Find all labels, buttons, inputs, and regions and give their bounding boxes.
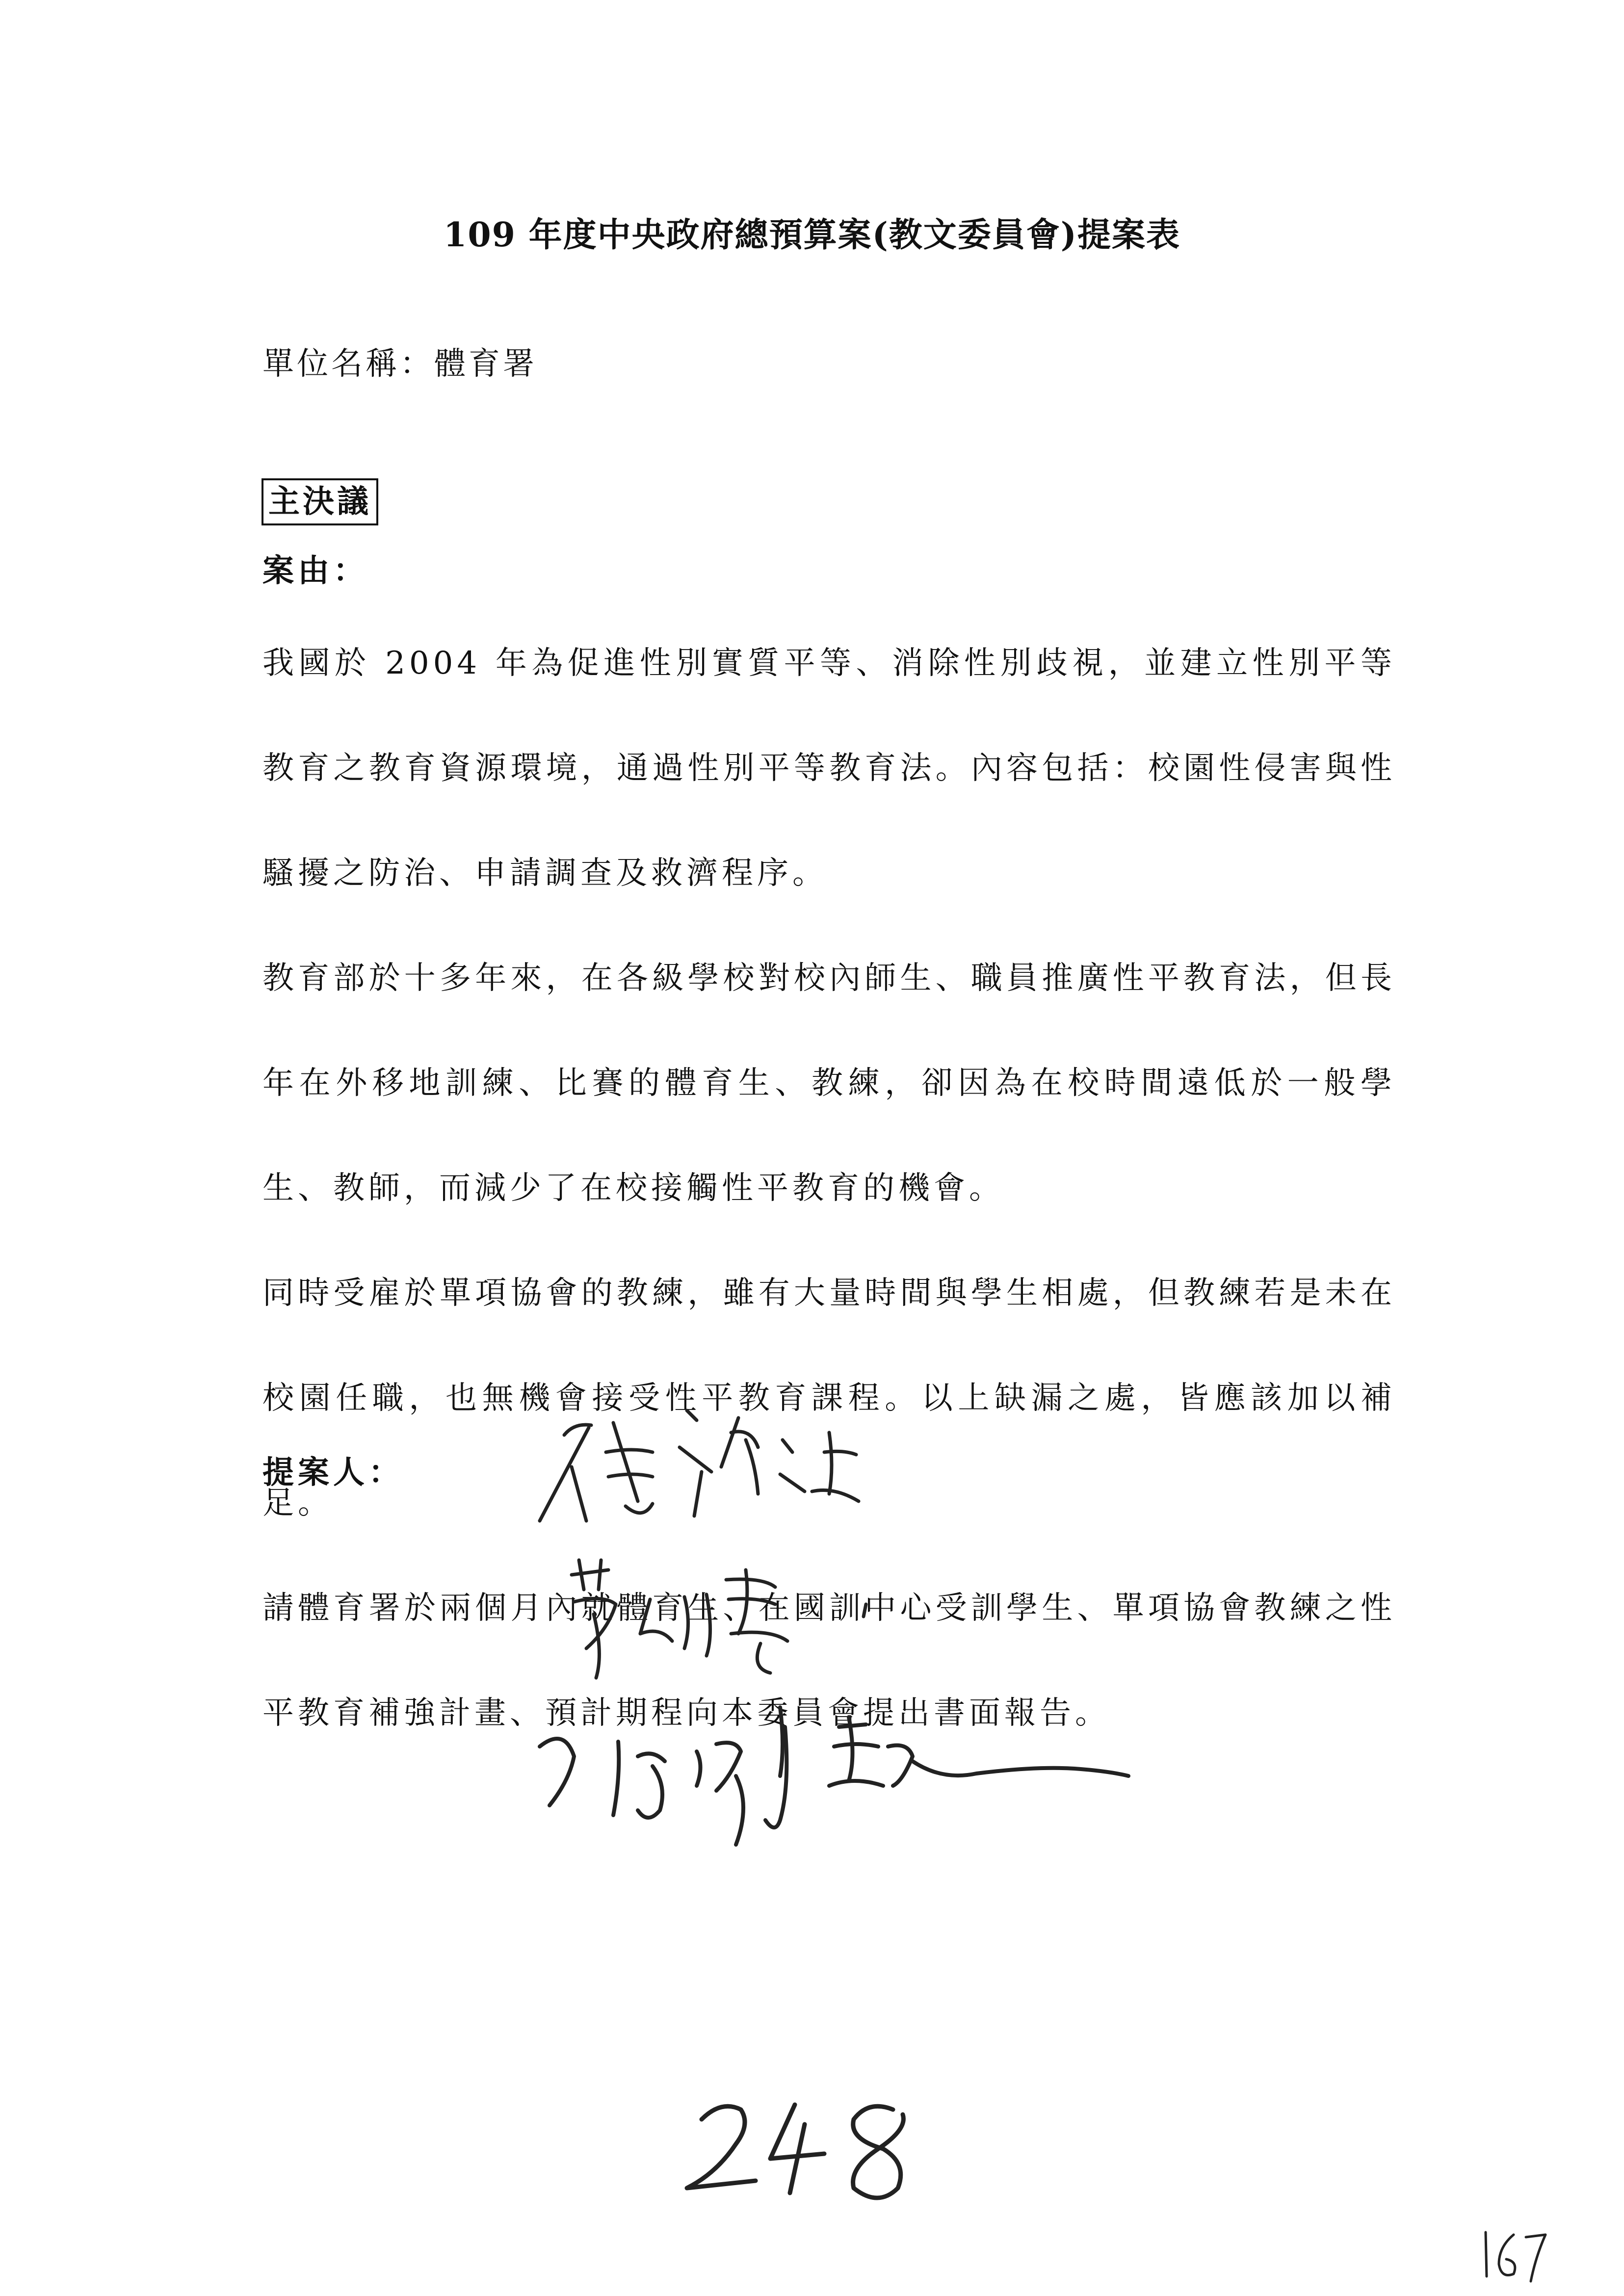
reason-paragraph-4: 請體育署於兩個月內就體育生、在國訓中心受訓學生、單項協會教練之性平教育補強計畫、預計期程向本委員會提出書面報告。 xyxy=(262,1590,1396,1731)
reason-label: 案由： xyxy=(262,552,368,589)
proposer-label: 提案人： xyxy=(262,1454,404,1491)
unit-name-value: 體育署 xyxy=(434,346,537,382)
reason-paragraph-3: 同時受雇於單項協會的教練，雖有大量時間與學生相處，但教練若是未在校園任職，也無機會接受性平教育課程。以上缺漏之處，皆應該加以補足。 xyxy=(262,1275,1396,1521)
reason-paragraph-2: 教育部於十多年來，在各級學校對校內師生、職員推廣性平教育法，但長年在外移地訓練、比賽的體育生、教練，卻因為在校時間遠低於一般學生、教師，而減少了在校接觸性平教育的機會。 xyxy=(262,960,1396,1206)
unit-name-label: 單位名稱： xyxy=(262,346,434,382)
unit-name-line xyxy=(262,339,537,384)
document-title: 109 年度中央政府總預算案(教文委員會)提案表 xyxy=(444,215,1180,255)
reason-body xyxy=(262,611,1396,1766)
handwritten-corner-number xyxy=(1486,2232,1545,2281)
reason-paragraph-1: 我國於 2004 年為促進性別實質平等、消除性別歧視，並建立性別平等教育之教育資源環境，通過性別平等教育法。內容包括：校園性侵害與性騷擾之防治、申請調查及救濟程序。 xyxy=(262,645,1396,891)
main-resolution-box: 主決議 xyxy=(262,478,378,525)
handwritten-page-number xyxy=(687,2105,903,2198)
